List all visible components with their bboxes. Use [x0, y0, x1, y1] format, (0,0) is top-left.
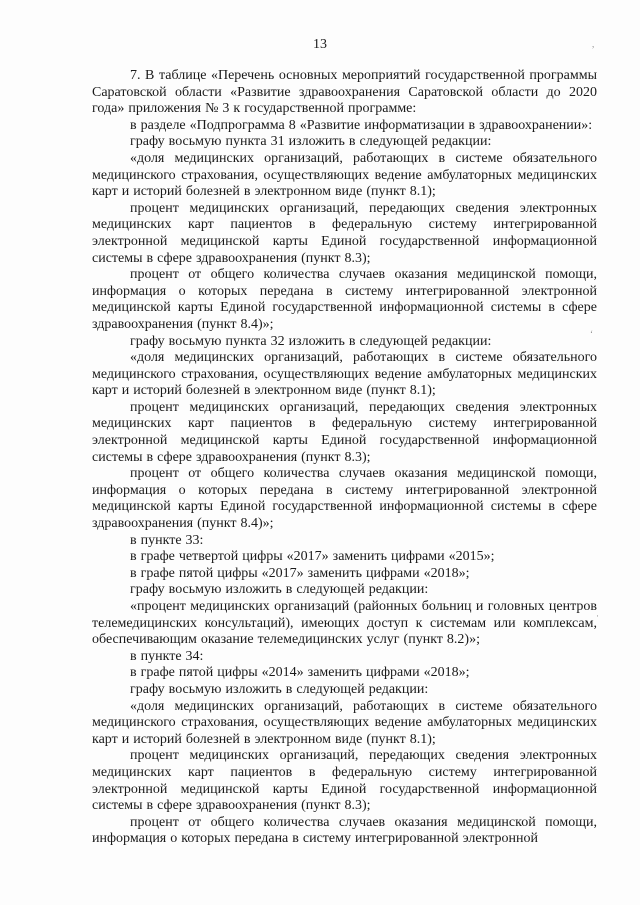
paragraph: в разделе «Подпрограмма 8 «Развитие информатизации в здравоохранении»:	[130, 117, 593, 133]
paragraph: графу восьмую пункта 31 изложить в следующей редакции:	[130, 134, 492, 150]
paragraph: 7. В таблице «Перечень основных мероприятий государственной программы Саратовской области «Развитие здравоохранения Саратовской области до 2020 года» приложения № 3 к государственной программе:	[92, 68, 597, 117]
paragraph: процент медицинских организаций, передающих сведения электронных медицинских карт пациентов в федеральную систему интегрированной электронной медицинской карты Единой государственной информационной системы в сфере здравоохранения (пункт 8.3);	[92, 200, 597, 266]
scan-speck: ,	[592, 39, 595, 49]
page-number: 13	[313, 37, 327, 52]
paragraph: процент от общего количества случаев оказания медицинской помощи, информация о которых передана в систему интегрированной электронной медицинской карты Единой государственной информационной системы в сфере здравоохранения (пункт 8.4)»;	[92, 466, 597, 532]
document-body	[92, 68, 597, 848]
scan-speck: ‘	[590, 329, 593, 339]
paragraph: в графе четвертой цифры «2017» заменить цифрами «2015»;	[130, 549, 495, 565]
scan-speck: ·	[596, 611, 599, 621]
paragraph: «процент медицинских организаций (районных больниц и головных центров телемедицинских консультаций), имеющих доступ к системам или комплексам, обеспечивающим оказание телемедицинских услуг (пункт 8.2)»;	[92, 599, 597, 648]
paragraph: графу восьмую изложить в следующей редакции:	[130, 681, 429, 697]
paragraph: процент от общего количества случаев оказания медицинской помощи, информация о которых передана в систему интегрированной электронной медицинской карты Единой государственной информационной системы в сфере здравоохранения (пункт 8.4)»;	[92, 267, 597, 332]
paragraph: процент от общего количества случаев оказания медицинской помощи, информация о которых передана в систему интегрированной электронной	[92, 814, 597, 847]
paragraph: графу восьмую пункта 32 изложить в следующей редакции:	[130, 333, 492, 349]
paragraph: графу восьмую изложить в следующей редакции:	[130, 582, 429, 598]
paragraph: в графе пятой цифры «2014» заменить цифрами «2018»;	[130, 665, 470, 681]
paragraph: в пункте 34:	[130, 648, 204, 664]
paragraph: в пункте 33:	[130, 532, 204, 548]
paragraph: процент медицинских организаций, передающих сведения электронных медицинских карт пациентов в федеральную систему интегрированной электронной медицинской карты Единой государственной информационной системы в сфере здравоохранения (пункт 8.3);	[92, 748, 597, 814]
paragraph: «доля медицинских организаций, работающих в системе обязательного медицинского страхования, осуществляющих ведение амбулаторных медицинских карт и историй болезней в электронном виде (пункт 8.1);	[92, 150, 597, 200]
paragraph: «доля медицинских организаций, работающих в системе обязательного медицинского страхования, осуществляющих ведение амбулаторных медицинских карт и историй болезней в электронном виде (пункт 8.1);	[92, 350, 597, 399]
paragraph: процент медицинских организаций, передающих сведения электронных медицинских карт пациентов в федеральную систему интегрированной электронной медицинской карты Единой государственной информационной системы в сфере здравоохранения (пункт 8.3);	[92, 399, 597, 465]
paragraph: «доля медицинских организаций, работающих в системе обязательного медицинского страхования, осуществляющих ведение амбулаторных медицинских карт и историй болезней в электронном виде (пункт 8.1);	[92, 698, 597, 747]
paragraph: в графе пятой цифры «2017» заменить цифрами «2018»;	[130, 565, 470, 581]
